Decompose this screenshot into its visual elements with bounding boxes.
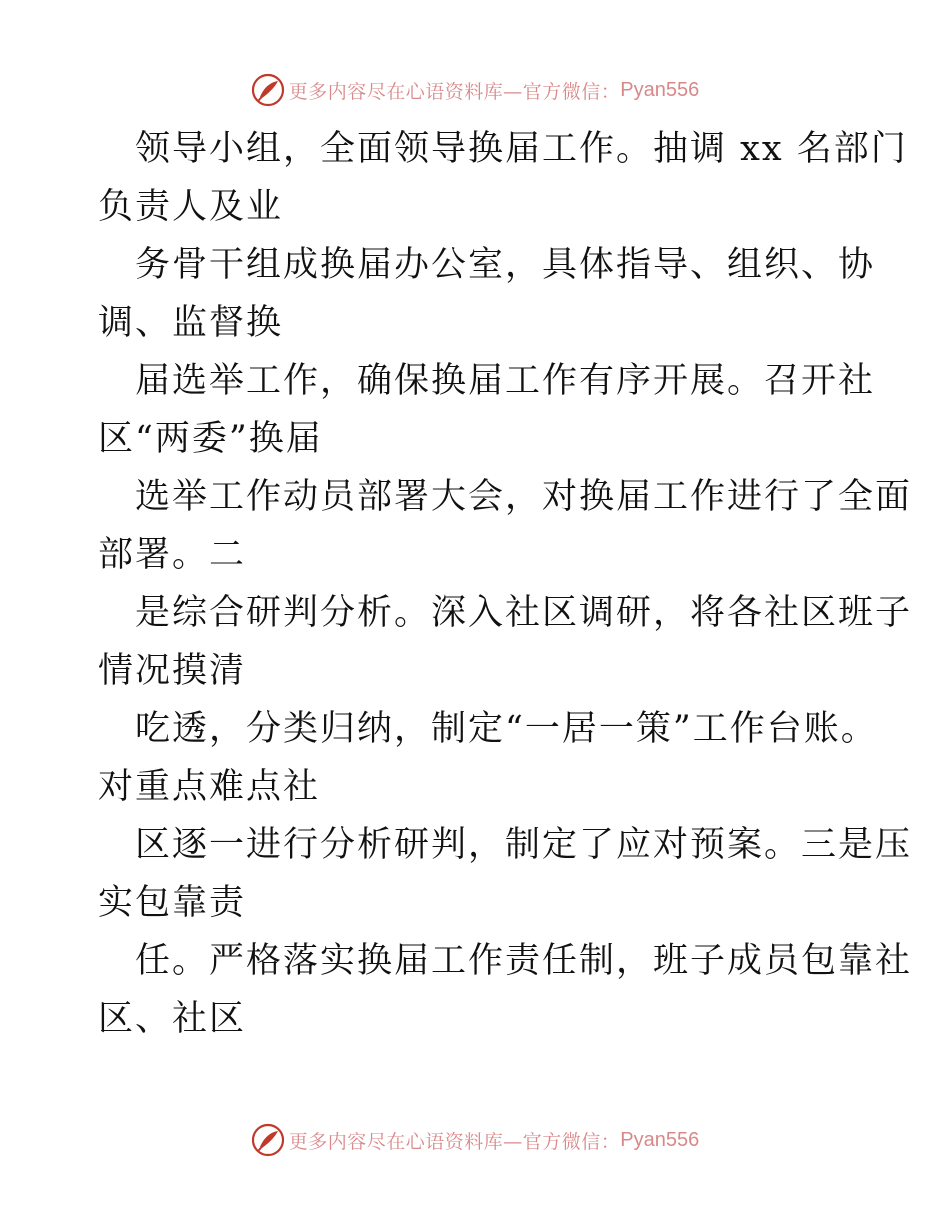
paragraph [98, 236, 876, 352]
paragraph [98, 352, 876, 468]
paragraph-line: 情况摸清 [98, 651, 247, 691]
paragraph-line: 届选举工作，确保换届工作有序开展。召开社 [135, 361, 876, 401]
paragraph-line: 实包靠责 [98, 883, 247, 923]
watermark-text: 更多内容尽在心语资料库—官方微信： [288, 1130, 621, 1153]
paragraph-line: 区“两委”换届 [98, 419, 323, 459]
paragraph [98, 584, 913, 700]
paragraph [98, 932, 913, 1048]
paragraph-line: 负责人及业 [98, 187, 284, 227]
paragraph-line: 对重点难点社 [98, 767, 321, 807]
quill-logo-icon [251, 73, 285, 107]
paragraph-line: 是综合研判分析。深入社区调研，将各社区班子 [135, 593, 913, 633]
paragraph-line: 任。严格落实换届工作责任制，班子成员包靠社 [135, 941, 913, 981]
paragraph-line: 务骨干组成换届办公室，具体指导、组织、协 [135, 245, 876, 285]
document-body [98, 120, 913, 1048]
paragraph [98, 120, 908, 236]
paragraph-line: 调、监督换 [98, 303, 284, 343]
paragraph-line: 选举工作动员部署大会，对换届工作进行了全面 [135, 477, 913, 517]
paragraph [98, 700, 878, 816]
header-watermark [0, 70, 950, 110]
paragraph-line: 区逐一进行分析研判，制定了应对预案。三是压 [135, 825, 913, 865]
paragraph [98, 816, 913, 932]
watermark-wechat-id: Pyan556 [620, 78, 700, 101]
paragraph [98, 468, 913, 584]
watermark-wechat-id: Pyan556 [620, 1128, 700, 1151]
footer-watermark [0, 1120, 950, 1160]
paragraph-line: 区、社区 [98, 999, 247, 1039]
paragraph-line: 部署。二 [98, 535, 247, 575]
quill-logo-icon [251, 1123, 285, 1157]
watermark-text: 更多内容尽在心语资料库—官方微信： [288, 80, 621, 103]
paragraph-line: 领导小组，全面领导换届工作。抽调 xx 名部门 [135, 129, 908, 169]
paragraph-line: 吃透，分类归纳，制定“一居一策”工作台账。 [135, 709, 878, 749]
